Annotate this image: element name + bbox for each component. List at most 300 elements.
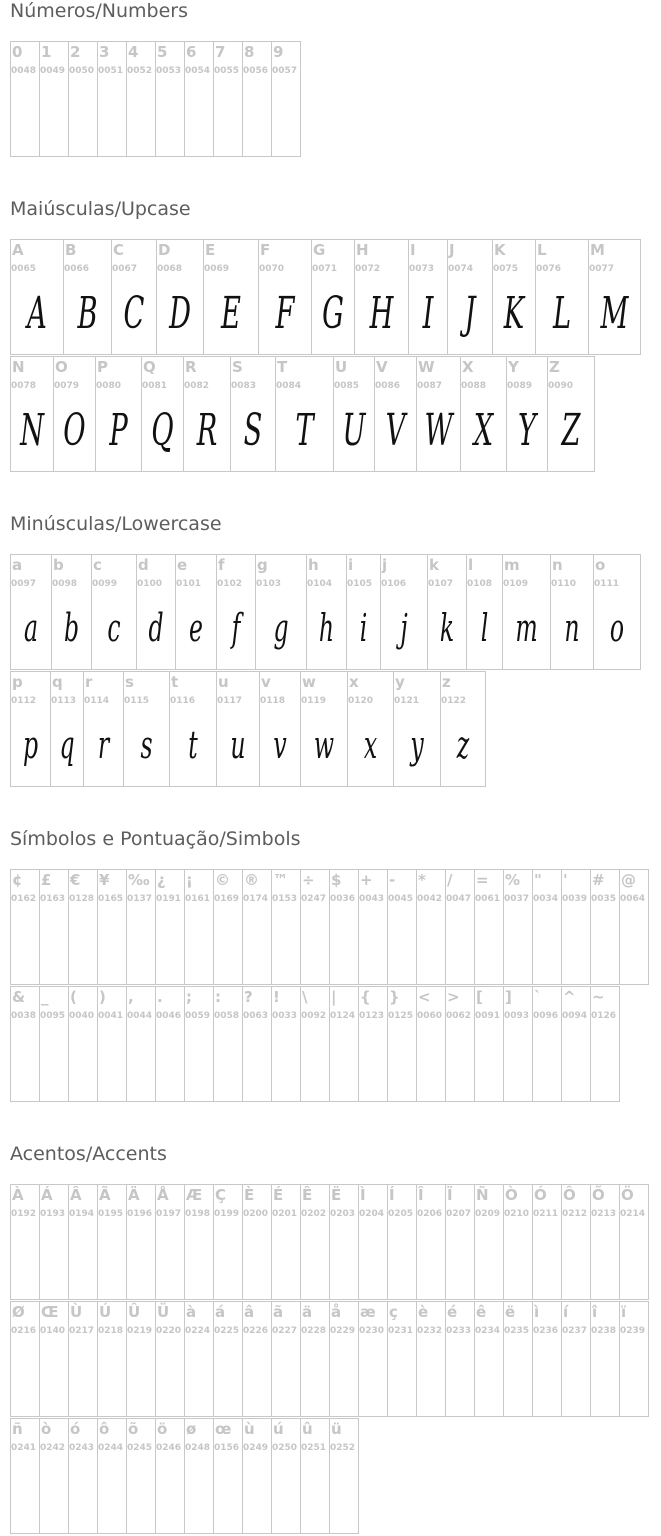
glyph-code: 0069 — [204, 264, 230, 274]
glyph-label: V — [376, 358, 388, 376]
glyph-label: ä — [302, 1303, 313, 1321]
glyph-label: ~ — [592, 988, 605, 1006]
glyph-cell — [588, 239, 641, 355]
glyph-cell — [216, 671, 260, 787]
glyph-code: 0114 — [84, 696, 110, 706]
glyph-cell — [358, 1184, 388, 1300]
glyph-code: 0047 — [446, 894, 472, 904]
glyph-cell — [97, 1418, 127, 1534]
glyph-code: 0115 — [124, 696, 150, 706]
glyph-cell — [155, 1301, 185, 1417]
glyph-code: 0121 — [394, 696, 420, 706]
glyph-code: 0052 — [127, 66, 153, 76]
glyph-code: 0198 — [185, 1209, 211, 1219]
glyph-code: 0090 — [548, 381, 574, 391]
glyph-label: Å — [157, 1186, 169, 1204]
glyph-preview: X — [473, 404, 494, 456]
glyph-label: ñ — [12, 1420, 23, 1438]
glyph-code: 0232 — [417, 1326, 443, 1336]
glyph-code: 0206 — [417, 1209, 443, 1219]
glyph-code: 0095 — [40, 1011, 66, 1021]
glyph-code: 0197 — [156, 1209, 182, 1219]
glyph-label: % — [505, 871, 521, 889]
glyph-label: | — [331, 988, 337, 1006]
glyph-label: õ — [128, 1420, 139, 1438]
glyph-preview: y — [410, 723, 424, 767]
glyph-row — [10, 671, 641, 787]
glyph-label: i — [348, 556, 354, 574]
glyph-cell — [460, 356, 507, 472]
glyph-cell — [427, 554, 467, 670]
glyph-cell — [561, 1184, 591, 1300]
glyph-cell — [68, 1184, 98, 1300]
glyph-label: } — [389, 988, 400, 1006]
glyph-code: 0230 — [359, 1326, 385, 1336]
glyph-code: 0250 — [272, 1443, 298, 1453]
glyph-preview: d — [148, 606, 164, 650]
glyph-label: ø — [186, 1420, 197, 1438]
glyph-label: H — [356, 241, 369, 259]
glyph-label: [ — [476, 988, 483, 1006]
glyph-code: 0210 — [504, 1209, 530, 1219]
glyph-label: © — [215, 871, 230, 889]
glyph-preview: f — [231, 606, 241, 650]
glyph-preview: u — [230, 723, 246, 767]
glyph-label: # — [592, 871, 605, 889]
glyph-code: 0192 — [11, 1209, 37, 1219]
glyph-code: 0237 — [562, 1326, 588, 1336]
glyph-cell — [535, 239, 589, 355]
glyph-cell — [97, 869, 127, 985]
glyph-label: x — [349, 673, 359, 691]
glyph-code: 0236 — [533, 1326, 559, 1336]
glyph-code: 0116 — [170, 696, 196, 706]
glyph-grid-accents — [10, 1184, 649, 1534]
glyph-cell — [51, 554, 92, 670]
glyph-cell — [175, 554, 217, 670]
glyph-preview: G — [322, 287, 344, 339]
glyph-code: 0225 — [214, 1326, 240, 1336]
glyph-code: 0094 — [562, 1011, 588, 1021]
glyph-label: Ö — [621, 1186, 634, 1204]
glyph-code: 0051 — [98, 66, 124, 76]
glyph-cell — [169, 671, 217, 787]
glyph-label: ( — [70, 988, 77, 1006]
glyph-preview: O — [63, 404, 86, 456]
glyph-label: p — [12, 673, 23, 691]
glyph-code: 0233 — [446, 1326, 472, 1336]
glyph-cell — [393, 671, 441, 787]
glyph-code: 0077 — [589, 264, 615, 274]
glyph-code: 0038 — [11, 1011, 37, 1021]
glyph-cell — [10, 239, 64, 355]
glyph-preview: I — [422, 287, 434, 339]
glyph-cell — [300, 1301, 330, 1417]
glyph-cell — [183, 356, 231, 472]
glyph-label: B — [65, 241, 77, 259]
glyph-code: 0079 — [54, 381, 80, 391]
section-title-numbers: Números/Numbers — [10, 0, 188, 22]
glyph-code: 0235 — [504, 1326, 530, 1336]
glyph-code: 0067 — [112, 264, 138, 274]
glyph-cell — [590, 986, 620, 1102]
glyph-preview: F — [275, 287, 295, 339]
glyph-label: @ — [621, 871, 636, 889]
glyph-cell — [445, 1184, 475, 1300]
glyph-code: 0035 — [591, 894, 617, 904]
glyph-label: 5 — [157, 43, 168, 61]
glyph-code: 0055 — [214, 66, 240, 76]
glyph-label: v — [261, 673, 271, 691]
glyph-label: ÷ — [302, 871, 315, 889]
glyph-label: ô — [99, 1420, 110, 1438]
glyph-label: Û — [128, 1303, 141, 1321]
glyph-preview: Z — [561, 404, 581, 456]
glyph-code: 0065 — [11, 264, 37, 274]
glyph-label: â — [244, 1303, 255, 1321]
glyph-cell — [10, 1418, 40, 1534]
glyph-preview: U — [342, 404, 366, 456]
glyph-cell — [258, 239, 312, 355]
glyph-label: ó — [70, 1420, 81, 1438]
glyph-label: X — [462, 358, 474, 376]
section-numbers — [10, 0, 301, 158]
glyph-code: 0036 — [330, 894, 356, 904]
glyph-cell — [126, 1184, 156, 1300]
glyph-preview: x — [363, 723, 378, 767]
glyph-code: 0101 — [176, 579, 202, 589]
glyph-label: b — [53, 556, 64, 574]
glyph-cell — [416, 869, 446, 985]
glyph-code: 0226 — [243, 1326, 269, 1336]
glyph-preview: E — [221, 287, 241, 339]
glyph-label: J — [449, 241, 455, 259]
glyph-label: ? — [244, 988, 253, 1006]
glyph-label: ‰ — [128, 871, 150, 889]
glyph-label: m — [504, 556, 520, 574]
glyph-label: æ — [360, 1303, 376, 1321]
glyph-cell — [416, 1301, 446, 1417]
section-title-lowercase: Minúsculas/Lowercase — [10, 513, 222, 535]
glyph-cell — [380, 554, 428, 670]
glyph-cell — [275, 356, 334, 472]
glyph-cell — [311, 239, 355, 355]
glyph-cell — [39, 986, 69, 1102]
glyph-code: 0044 — [127, 1011, 153, 1021]
glyph-preview: V — [385, 404, 406, 456]
glyph-label: Ó — [534, 1186, 547, 1204]
glyph-preview: W — [424, 404, 453, 456]
glyph-label: " — [534, 871, 542, 889]
glyph-label: E — [205, 241, 216, 259]
glyph-cell — [271, 1418, 301, 1534]
section-title-symbols: Símbolos e Pontuação/Simbols — [10, 828, 301, 850]
glyph-preview: o — [609, 606, 625, 650]
glyph-code: 0241 — [11, 1443, 37, 1453]
glyph-code: 0124 — [330, 1011, 356, 1021]
glyph-code: 0122 — [441, 696, 467, 706]
glyph-cell — [474, 1184, 504, 1300]
glyph-code: 0097 — [11, 579, 37, 589]
glyph-cell — [53, 356, 96, 472]
glyph-preview: A — [27, 287, 47, 339]
glyph-code: 0218 — [98, 1326, 124, 1336]
glyph-cell — [466, 554, 503, 670]
glyph-code: 0119 — [301, 696, 327, 706]
glyph-cell — [532, 1301, 562, 1417]
glyph-label: A — [12, 241, 24, 259]
glyph-cell — [492, 239, 536, 355]
glyph-preview: S — [243, 404, 263, 456]
glyph-row — [10, 986, 649, 1102]
glyph-label: ; — [186, 988, 192, 1006]
glyph-cell — [68, 1418, 98, 1534]
glyph-row — [10, 41, 301, 157]
glyph-code: 0056 — [243, 66, 269, 76]
glyph-preview: t — [188, 723, 198, 767]
glyph-code: 0046 — [156, 1011, 182, 1021]
glyph-cell — [10, 356, 54, 472]
glyph-cell — [242, 1301, 272, 1417]
glyph-cell — [184, 869, 214, 985]
glyph-code: 0096 — [533, 1011, 559, 1021]
glyph-cell — [329, 986, 359, 1102]
glyph-label: { — [360, 988, 371, 1006]
glyph-preview: v — [273, 723, 287, 767]
glyph-code: 0059 — [185, 1011, 211, 1021]
glyph-code: 0070 — [259, 264, 285, 274]
glyph-cell — [593, 554, 641, 670]
glyph-cell — [141, 356, 184, 472]
glyph-cell — [126, 986, 156, 1102]
glyph-code: 0214 — [620, 1209, 646, 1219]
glyph-label: ) — [99, 988, 106, 1006]
glyph-code: 0245 — [127, 1443, 153, 1453]
glyph-code: 0083 — [231, 381, 257, 391]
glyph-row — [10, 554, 641, 670]
glyph-cell — [39, 41, 69, 157]
glyph-code: 0062 — [446, 1011, 472, 1021]
glyph-label: \ — [302, 988, 308, 1006]
glyph-cell — [300, 671, 348, 787]
glyph-cell — [346, 554, 381, 670]
glyph-cell — [50, 671, 84, 787]
glyph-code: 0040 — [69, 1011, 95, 1021]
glyph-label: ë — [505, 1303, 516, 1321]
section-upcase — [10, 198, 641, 473]
glyph-cell — [10, 671, 51, 787]
glyph-code: 0248 — [185, 1443, 211, 1453]
glyph-cell — [300, 986, 330, 1102]
glyph-cell — [374, 356, 417, 472]
glyph-cell — [230, 356, 276, 472]
glyph-cell — [68, 986, 98, 1102]
glyph-code: 0050 — [69, 66, 95, 76]
glyph-code: 0213 — [591, 1209, 617, 1219]
glyph-cell — [242, 1418, 272, 1534]
glyph-cell — [39, 869, 69, 985]
glyph-label: W — [418, 358, 435, 376]
glyph-cell — [203, 239, 259, 355]
glyph-cell — [329, 1418, 359, 1534]
glyph-code: 0234 — [475, 1326, 501, 1336]
glyph-label: a — [12, 556, 23, 574]
glyph-code: 0091 — [475, 1011, 501, 1021]
glyph-label: , — [128, 988, 134, 1006]
glyph-code: 0060 — [417, 1011, 443, 1021]
glyph-label: R — [185, 358, 197, 376]
glyph-label: Æ — [186, 1186, 203, 1204]
glyph-label: Ä — [128, 1186, 140, 1204]
glyph-preview: i — [359, 606, 368, 650]
glyph-preview: m — [515, 606, 538, 650]
glyph-cell — [440, 671, 486, 787]
glyph-code: 0242 — [40, 1443, 66, 1453]
glyph-cell — [329, 869, 359, 985]
glyph-cell — [155, 986, 185, 1102]
glyph-cell — [242, 986, 272, 1102]
glyph-code: 0140 — [40, 1326, 66, 1336]
glyph-cell — [561, 1301, 591, 1417]
glyph-cell — [111, 239, 157, 355]
glyph-code: 0239 — [620, 1326, 646, 1336]
glyph-code: 0084 — [276, 381, 302, 391]
glyph-grid-lowercase — [10, 554, 641, 787]
glyph-label: . — [157, 988, 163, 1006]
glyph-label: _ — [41, 988, 49, 1006]
glyph-preview: s — [140, 723, 153, 767]
glyph-code: 0082 — [184, 381, 210, 391]
glyph-label: Ú — [99, 1303, 112, 1321]
glyph-cell — [474, 1301, 504, 1417]
glyph-label: Ï — [447, 1186, 453, 1204]
glyph-label: - — [389, 871, 396, 889]
glyph-label: o — [595, 556, 606, 574]
glyph-label: > — [447, 988, 460, 1006]
glyph-preview: H — [369, 287, 394, 339]
glyph-code: 0137 — [127, 894, 153, 904]
glyph-cell — [95, 356, 142, 472]
glyph-cell — [97, 986, 127, 1102]
glyph-cell — [416, 1184, 446, 1300]
glyph-code: 0099 — [92, 579, 118, 589]
glyph-cell — [502, 554, 551, 670]
glyph-cell — [387, 1184, 417, 1300]
glyph-cell — [306, 554, 347, 670]
glyph-cell — [83, 671, 124, 787]
glyph-label: ö — [157, 1420, 168, 1438]
glyph-cell — [333, 356, 375, 472]
glyph-cell — [358, 1301, 388, 1417]
glyph-label: = — [476, 871, 489, 889]
glyph-cell — [39, 1418, 69, 1534]
glyph-cell — [184, 986, 214, 1102]
glyph-cell — [445, 869, 475, 985]
glyph-code: 0076 — [536, 264, 562, 274]
glyph-code: 0193 — [40, 1209, 66, 1219]
glyph-label: Õ — [592, 1186, 605, 1204]
glyph-cell — [126, 1301, 156, 1417]
glyph-code: 0106 — [381, 579, 407, 589]
glyph-cell — [387, 986, 417, 1102]
glyph-code: 0195 — [98, 1209, 124, 1219]
glyph-preview: k — [439, 606, 455, 650]
glyph-code: 0066 — [64, 264, 90, 274]
glyph-label: y — [395, 673, 405, 691]
glyph-cell — [255, 554, 307, 670]
glyph-label: k — [429, 556, 439, 574]
glyph-cell — [358, 869, 388, 985]
section-title-upcase: Maiúsculas/Upcase — [10, 198, 191, 220]
glyph-label: ç — [389, 1303, 398, 1321]
glyph-label: z — [442, 673, 451, 691]
glyph-code: 0252 — [330, 1443, 356, 1453]
glyph-cell — [213, 1184, 243, 1300]
glyph-code: 0228 — [301, 1326, 327, 1336]
glyph-preview: B — [77, 287, 98, 339]
glyph-code: 0207 — [446, 1209, 472, 1219]
glyph-cell — [155, 41, 185, 157]
glyph-label: 4 — [128, 43, 139, 61]
glyph-cell — [550, 554, 594, 670]
glyph-cell — [242, 41, 272, 157]
glyph-cell — [91, 554, 137, 670]
glyph-label: e — [177, 556, 188, 574]
glyph-code: 0169 — [214, 894, 240, 904]
glyph-code: 0163 — [40, 894, 66, 904]
glyph-code: 0203 — [330, 1209, 356, 1219]
glyph-label: P — [97, 358, 108, 376]
glyph-code: 0093 — [504, 1011, 530, 1021]
glyph-cell — [416, 986, 446, 1102]
glyph-cell — [358, 986, 388, 1102]
glyph-cell — [561, 986, 591, 1102]
glyph-code: 0074 — [448, 264, 474, 274]
glyph-label: ¿ — [157, 871, 166, 889]
glyph-preview: w — [313, 723, 335, 767]
glyph-preview: j — [400, 606, 408, 650]
glyph-code: 0092 — [301, 1011, 327, 1021]
glyph-label: q — [52, 673, 63, 691]
glyph-label: / — [447, 871, 453, 889]
glyph-code: 0212 — [562, 1209, 588, 1219]
glyph-label: I — [410, 241, 416, 259]
glyph-label: n — [552, 556, 563, 574]
glyph-preview: b — [63, 606, 80, 650]
glyph-preview: n — [564, 606, 580, 650]
glyph-cell — [416, 356, 461, 472]
glyph-code: 0200 — [243, 1209, 269, 1219]
glyph-preview: T — [295, 404, 314, 456]
glyph-label: ¥ — [99, 871, 110, 889]
glyph-cell — [68, 41, 98, 157]
glyph-label: ü — [331, 1420, 342, 1438]
glyph-cell — [271, 1301, 301, 1417]
glyph-label: < — [418, 988, 431, 1006]
glyph-cell — [184, 1301, 214, 1417]
glyph-label: ã — [273, 1303, 284, 1321]
glyph-label: é — [447, 1303, 458, 1321]
glyph-cell — [532, 1184, 562, 1300]
glyph-label: Í — [389, 1186, 395, 1204]
glyph-label: c — [93, 556, 102, 574]
glyph-label: O — [55, 358, 68, 376]
glyph-preview: r — [97, 723, 110, 767]
glyph-label: Q — [143, 358, 156, 376]
section-accents — [10, 1143, 649, 1535]
glyph-cell — [271, 1184, 301, 1300]
glyph-cell — [547, 356, 595, 472]
